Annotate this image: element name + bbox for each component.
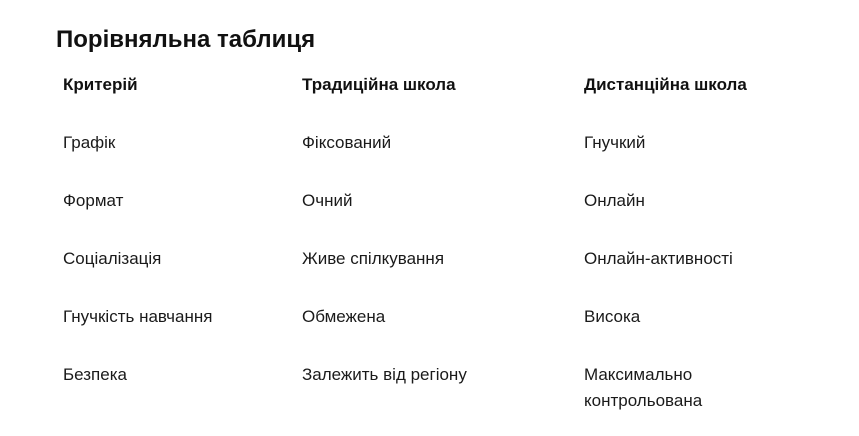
comparison-table [51, 63, 811, 427]
table-row [51, 175, 811, 233]
table-cell-traditional: Залежить від регіону [302, 365, 467, 384]
table-cell-traditional: Фіксований [302, 133, 392, 152]
table-row [51, 233, 811, 291]
page-title: Порівняльна таблиця [56, 26, 316, 53]
table-header-row [51, 63, 811, 117]
table-row [51, 291, 811, 349]
table-cell-traditional: Обмежена [302, 307, 386, 326]
column-header-traditional-school: Традиційна школа [302, 75, 456, 94]
table-cell-criterion: Соціалізація [63, 249, 162, 268]
table-cell-criterion: Графік [63, 133, 116, 152]
table-cell-criterion: Формат [63, 191, 124, 210]
table-cell-distance: Висока [584, 307, 641, 326]
table-cell-distance: Онлайн-активності [584, 249, 733, 268]
table-row [51, 117, 811, 175]
table-cell-traditional: Очний [302, 191, 353, 210]
table-cell-distance: Онлайн [584, 191, 645, 210]
table-row [51, 349, 811, 427]
column-header-distance-school: Дистанційна школа [584, 75, 747, 94]
table-cell-criterion: Гнучкість навчання [63, 307, 213, 326]
table-cell-traditional: Живе спілкування [302, 249, 445, 268]
table-cell-distance: Максимально контрольована [584, 365, 703, 410]
table-cell-distance: Гнучкий [584, 133, 646, 152]
column-header-criterion: Критерій [63, 75, 138, 94]
table-cell-criterion: Безпека [63, 365, 127, 384]
